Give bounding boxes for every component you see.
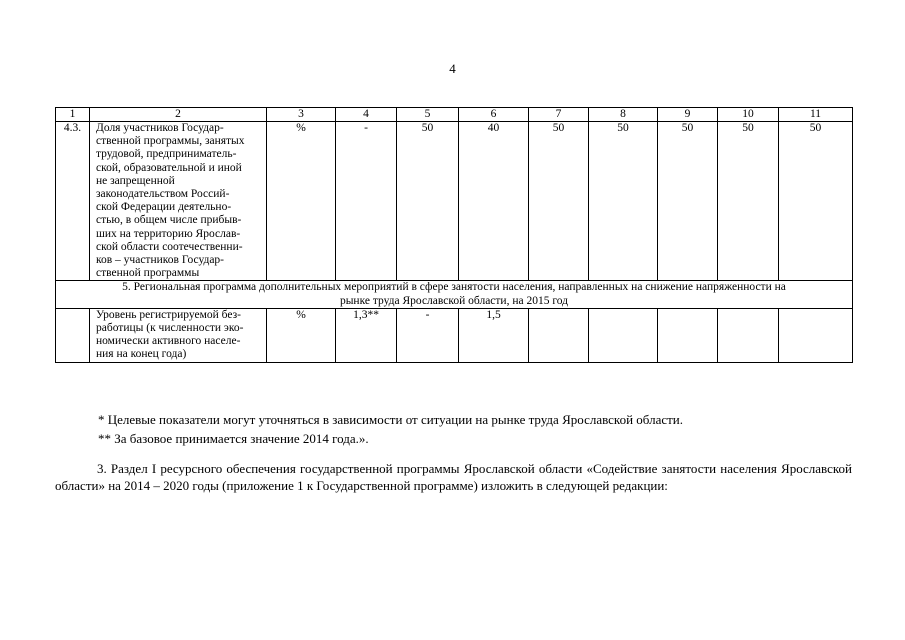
- table-cell: 50: [529, 122, 589, 281]
- table-cell: [779, 308, 853, 362]
- section-title-line: 5. Региональная программа дополнительных мероприятий в сфере занятости населения, направленных на снижение напряженности на: [122, 281, 786, 294]
- indicator-description: [90, 122, 267, 281]
- table-cell: 40: [459, 122, 529, 281]
- table-cell: 50: [589, 122, 658, 281]
- table-cell: 50: [718, 122, 779, 281]
- description-line: не запрещенной: [96, 174, 175, 187]
- column-header: 5: [397, 108, 459, 122]
- description-line: стью, в общем числе прибыв-: [96, 214, 242, 227]
- table-row: [56, 122, 853, 281]
- table-cell: [658, 308, 718, 362]
- description-line: ской области соотечественни-: [96, 240, 243, 253]
- column-header: 3: [267, 108, 336, 122]
- column-header: 8: [589, 108, 658, 122]
- description-line: ской Федерации деятельно-: [96, 201, 232, 214]
- column-header: 11: [779, 108, 853, 122]
- section-title: [56, 281, 853, 308]
- table-header-row: [56, 108, 853, 122]
- table-cell: %: [267, 122, 336, 281]
- table-cell: 1,5: [459, 308, 529, 362]
- column-header: 6: [459, 108, 529, 122]
- page-number: 4: [449, 61, 456, 76]
- table-cell: 4.3.: [56, 122, 90, 281]
- footnote: ** За базовое принимается значение 2014 года.».: [98, 431, 369, 446]
- indicator-description: [90, 308, 267, 362]
- description-line: ской, образовательной и иной: [96, 161, 242, 174]
- footnote: * Целевые показатели могут уточняться в зависимости от ситуации на рынке труда Ярославской области.: [98, 412, 683, 427]
- table-cell: [589, 308, 658, 362]
- column-header: 4: [336, 108, 397, 122]
- description-line: ния на конец года): [96, 348, 187, 361]
- description-line: ков – участников Государ-: [96, 254, 225, 267]
- table-cell: [56, 308, 90, 362]
- footnotes: [98, 410, 683, 448]
- table-cell: -: [397, 308, 459, 362]
- table-cell: %: [267, 308, 336, 362]
- description-line: ших на территорию Ярослав-: [96, 227, 241, 240]
- body-paragraph: 3. Раздел I ресурсного обеспечения государственной программы Ярославской области «Содействие занятости населения Ярославской области» на 2014 – 2020 годы (приложение 1 к Государственной программе) изложить в следующей редакции:: [55, 461, 852, 493]
- description-line: трудовой, предприниматель-: [96, 148, 237, 161]
- table-cell: 50: [397, 122, 459, 281]
- description-line: Доля участников Государ-: [96, 122, 224, 134]
- table-cell: [718, 308, 779, 362]
- description-line: Уровень регистрируемой без-: [96, 308, 241, 321]
- column-header: 2: [90, 108, 267, 122]
- table-cell: [529, 308, 589, 362]
- table-cell: 1,3**: [336, 308, 397, 362]
- column-header: 9: [658, 108, 718, 122]
- column-header: 1: [56, 108, 90, 122]
- table-row: [56, 308, 853, 362]
- table-cell: -: [336, 122, 397, 281]
- table-cell: 50: [779, 122, 853, 281]
- indicators-table: [55, 107, 853, 363]
- description-line: законодательством Россий-: [96, 188, 230, 201]
- section-title-line: рынке труда Ярославской области, на 2015 год: [339, 294, 569, 307]
- table-cell: 50: [658, 122, 718, 281]
- description-line: номически активного населе-: [96, 335, 241, 348]
- description-line: ственной программы: [96, 267, 200, 280]
- description-line: работицы (к численности эко-: [96, 322, 244, 335]
- column-header: 10: [718, 108, 779, 122]
- column-header: 7: [529, 108, 589, 122]
- description-line: ственной программы, занятых: [96, 135, 245, 148]
- section-row: [56, 281, 853, 308]
